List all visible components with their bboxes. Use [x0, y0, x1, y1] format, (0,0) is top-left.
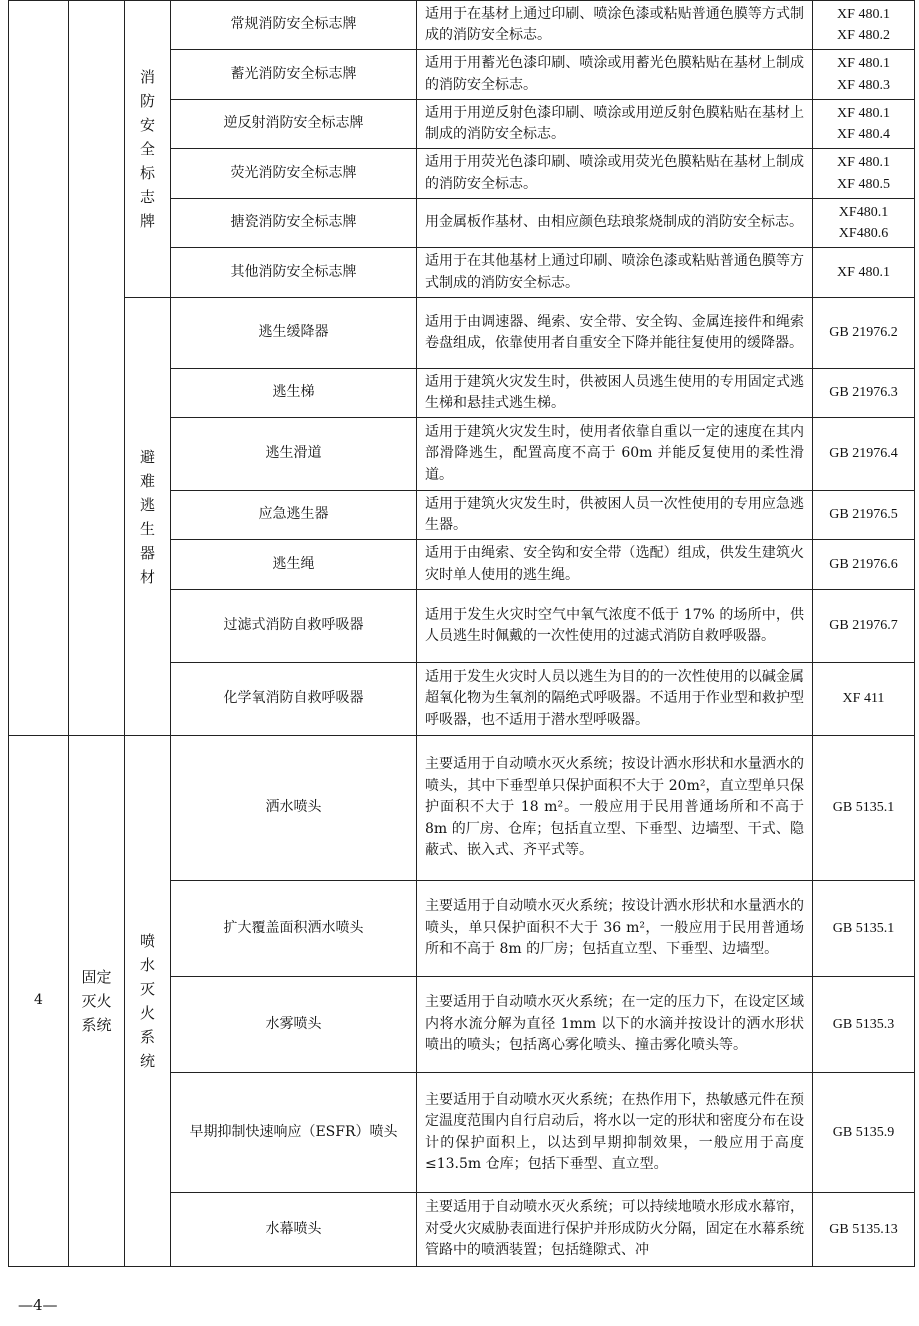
- standard-cell: GB 21976.7: [813, 590, 915, 663]
- table-row: [9, 736, 915, 881]
- standard-cell: XF 480.1 XF 480.5: [813, 149, 915, 199]
- standard-cell: XF 480.1 XF 480.4: [813, 100, 915, 149]
- product-description: 主要适用于自动喷水灭火系统；按设计洒水形状和水量洒水的喷头，其中下垂型单只保护面积不大于 20m²，直立型单只保护面积不大于 18 m²。一般应用于民用普通场所和不高于 8m 的厂房、仓库；包括直立型、下垂型、边墙型、干式、隐蔽式、嵌入式、齐平式等。: [417, 736, 813, 881]
- product-description: 适用于用荧光色漆印刷、喷涂或用荧光色膜粘贴在基材上制成的消防安全标志。: [417, 149, 813, 199]
- product-description: 适用于用逆反射色漆印刷、喷涂或用逆反射色膜粘贴在基材上制成的消防安全标志。: [417, 100, 813, 149]
- standard-cell: XF 411: [813, 663, 915, 736]
- product-name: 逃生滑道: [171, 418, 417, 491]
- product-name: 过滤式消防自救呼吸器: [171, 590, 417, 663]
- product-description: 主要适用于自动喷水灭火系统；在热作用下，热敏感元件在预定温度范围内自行启动后，将水以一定的形状和密度分布在设计的保护面积上，以达到早期抑制效果，一般应用于高度≤13.5m 仓库；包括下垂型、直立型。: [417, 1073, 813, 1193]
- product-name: 搪瓷消防安全标志牌: [171, 199, 417, 248]
- product-name: 水雾喷头: [171, 977, 417, 1073]
- product-standards-table: [8, 0, 915, 1267]
- standard-cell: GB 5135.3: [813, 977, 915, 1073]
- product-description: 适用于建筑火灾发生时，供被困人员一次性使用的专用应急逃生器。: [417, 491, 813, 540]
- table-row: [9, 298, 915, 369]
- product-description: 适用于在基材上通过印刷、喷涂色漆或粘贴普通色膜等方式制成的消防安全标志。: [417, 1, 813, 50]
- product-description: 适用于建筑火灾发生时，供被困人员逃生使用的专用固定式逃生梯和悬挂式逃生梯。: [417, 369, 813, 418]
- product-name: 蓄光消防安全标志牌: [171, 50, 417, 100]
- standard-cell: GB 21976.4: [813, 418, 915, 491]
- standard-cell: XF 480.1 XF 480.3: [813, 50, 915, 100]
- standard-cell: GB 5135.9: [813, 1073, 915, 1193]
- subcategory-cell: 消防安全标志牌: [125, 1, 171, 298]
- standard-cell: GB 21976.6: [813, 540, 915, 590]
- product-description: 适用于建筑火灾发生时，使用者依靠自重以一定的速度在其内部滑降逃生，配置高度不高于 60m 并能反复使用的柔性滑道。: [417, 418, 813, 491]
- category-cell-blank: [69, 1, 125, 736]
- product-description: 主要适用于自动喷水灭火系统；按设计洒水形状和水量洒水的喷头，单只保护面积不大于 36 m²，一般应用于民用普通场所和不高于 8m 的厂房；包括直立型、下垂型、边墙型。: [417, 881, 813, 977]
- page-number: —4—: [18, 1296, 58, 1314]
- product-name: 逃生缓降器: [171, 298, 417, 369]
- product-name: 荧光消防安全标志牌: [171, 149, 417, 199]
- product-description: 适用于由调速器、绳索、安全带、安全钩、金属连接件和绳索卷盘组成，依靠使用者自重安全下降并能往复使用的缓降器。: [417, 298, 813, 369]
- product-name: 其他消防安全标志牌: [171, 248, 417, 298]
- standard-cell: XF 480.1 XF 480.2: [813, 1, 915, 50]
- product-name: 早期抑制快速响应（ESFR）喷头: [171, 1073, 417, 1193]
- subcategory-cell: 避难逃生器材: [125, 298, 171, 736]
- product-description: 适用于在其他基材上通过印刷、喷涂色漆或粘贴普通色膜等方式制成的消防安全标志。: [417, 248, 813, 298]
- category-cell: 固定灭火系统: [69, 736, 125, 1267]
- product-description: 适用于发生火灾时空气中氧气浓度不低于 17% 的场所中，供人员逃生时佩戴的一次性使用的过滤式消防自救呼吸器。: [417, 590, 813, 663]
- product-name: 常规消防安全标志牌: [171, 1, 417, 50]
- product-description: 适用于发生火灾时人员以逃生为目的的一次性使用的以碱金属超氧化物为生氧剂的隔绝式呼吸器。不适用于作业型和救护型呼吸器，也不适用于潜水型呼吸器。: [417, 663, 813, 736]
- product-name: 逃生绳: [171, 540, 417, 590]
- product-description: 适用于用蓄光色漆印刷、喷涂或用蓄光色膜粘贴在基材上制成的消防安全标志。: [417, 50, 813, 100]
- product-name: 洒水喷头: [171, 736, 417, 881]
- number-cell-blank: [9, 1, 69, 736]
- product-description: 适用于由绳索、安全钩和安全带（选配）组成，供发生建筑火灾时单人使用的逃生绳。: [417, 540, 813, 590]
- product-name: 扩大覆盖面积洒水喷头: [171, 881, 417, 977]
- standard-cell: GB 5135.13: [813, 1193, 915, 1267]
- product-name: 应急逃生器: [171, 491, 417, 540]
- product-description: 主要适用于自动喷水灭火系统；可以持续地喷水形成水幕帘，对受火灾威胁表面进行保护并形成防火分隔，固定在水幕系统管路中的喷洒装置；包括缝隙式、冲: [417, 1193, 813, 1267]
- standard-cell: XF 480.1: [813, 248, 915, 298]
- subcategory-cell: 喷水灭火系统: [125, 736, 171, 1267]
- standard-cell: GB 5135.1: [813, 881, 915, 977]
- section-number: 4: [9, 736, 69, 1267]
- product-name: 逃生梯: [171, 369, 417, 418]
- standard-cell: GB 21976.2: [813, 298, 915, 369]
- standard-cell: GB 21976.5: [813, 491, 915, 540]
- standard-cell: XF480.1 XF480.6: [813, 199, 915, 248]
- standard-cell: GB 5135.1: [813, 736, 915, 881]
- product-name: 逆反射消防安全标志牌: [171, 100, 417, 149]
- product-name: 化学氧消防自救呼吸器: [171, 663, 417, 736]
- product-description: 主要适用于自动喷水灭火系统；在一定的压力下，在设定区域内将水流分解为直径 1mm 以下的水滴并按设计的洒水形状喷出的喷头；包括离心雾化喷头、撞击雾化喷头等。: [417, 977, 813, 1073]
- standard-cell: GB 21976.3: [813, 369, 915, 418]
- product-name: 水幕喷头: [171, 1193, 417, 1267]
- table-row: [9, 1, 915, 50]
- product-description: 用金属板作基材、由相应颜色珐琅浆烧制成的消防安全标志。: [417, 199, 813, 248]
